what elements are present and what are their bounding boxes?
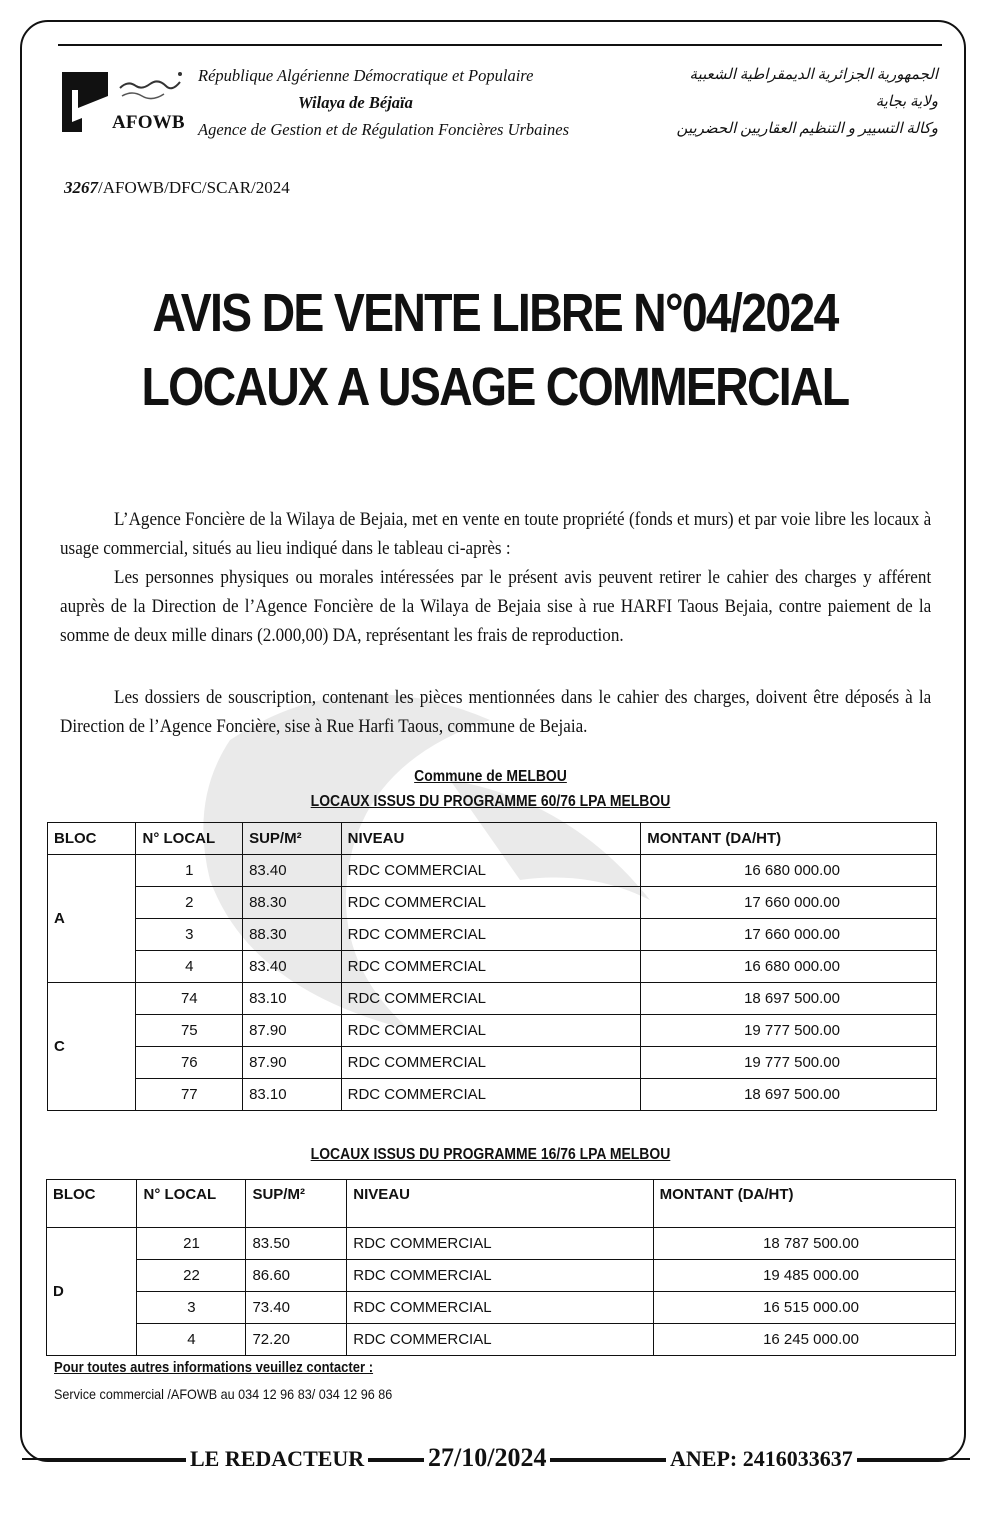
local-cell: 4 bbox=[136, 951, 243, 983]
local-cell: 77 bbox=[136, 1079, 243, 1111]
logo-text: AFOWB bbox=[112, 112, 185, 133]
local-cell: 1 bbox=[136, 855, 243, 887]
sup-cell: 83.10 bbox=[243, 1079, 342, 1111]
footer-anep: ANEP: 2416033637 bbox=[666, 1446, 857, 1472]
bloc-cell: A bbox=[48, 855, 136, 983]
niveau-cell: RDC COMMERCIAL bbox=[341, 855, 641, 887]
montant-cell: 16 680 000.00 bbox=[641, 951, 937, 983]
montant-cell: 17 660 000.00 bbox=[641, 887, 937, 919]
local-cell: 74 bbox=[136, 983, 243, 1015]
reference-handwritten-number: 3267 bbox=[64, 178, 98, 197]
niveau-cell: RDC COMMERCIAL bbox=[347, 1260, 653, 1292]
header-ar-republic: الجمهورية الجزائرية الديمقراطية الشعبية bbox=[689, 67, 938, 83]
col-local: N° LOCAL bbox=[137, 1180, 246, 1228]
sup-cell: 83.10 bbox=[243, 983, 342, 1015]
local-cell: 3 bbox=[136, 919, 243, 951]
table2-caption: LOCAUX ISSUS DU PROGRAMME 16/76 LPA MELBOU bbox=[310, 1146, 671, 1163]
niveau-cell: RDC COMMERCIAL bbox=[341, 951, 641, 983]
montant-cell: 16 680 000.00 bbox=[641, 855, 937, 887]
niveau-cell: RDC COMMERCIAL bbox=[347, 1292, 653, 1324]
niveau-cell: RDC COMMERCIAL bbox=[341, 1047, 641, 1079]
montant-cell: 19 777 500.00 bbox=[641, 1015, 937, 1047]
sup-cell: 86.60 bbox=[246, 1260, 347, 1292]
table-row bbox=[48, 887, 937, 919]
local-cell: 76 bbox=[136, 1047, 243, 1079]
sup-cell: 83.40 bbox=[243, 951, 342, 983]
montant-cell: 16 245 000.00 bbox=[653, 1324, 955, 1356]
col-local: N° LOCAL bbox=[136, 823, 243, 855]
montant-cell: 18 697 500.00 bbox=[641, 983, 937, 1015]
header-arabic bbox=[648, 62, 938, 143]
montant-cell: 19 777 500.00 bbox=[641, 1047, 937, 1079]
montant-cell: 19 485 000.00 bbox=[653, 1260, 955, 1292]
table-row bbox=[47, 1260, 956, 1292]
table-row bbox=[48, 1015, 937, 1047]
sup-cell: 88.30 bbox=[243, 919, 342, 951]
header-fr-republic: République Algérienne Démocratique et Populaire bbox=[198, 66, 534, 85]
footer-date: 27/10/2024 bbox=[424, 1443, 550, 1473]
table-row bbox=[48, 951, 937, 983]
sup-cell: 83.50 bbox=[246, 1228, 347, 1260]
col-niveau: NIVEAU bbox=[347, 1180, 653, 1228]
bloc-cell: C bbox=[48, 983, 136, 1111]
reference-number bbox=[64, 178, 290, 198]
col-sup: SUP/M² bbox=[243, 823, 342, 855]
col-niveau: NIVEAU bbox=[341, 823, 641, 855]
table-row bbox=[48, 1047, 937, 1079]
niveau-cell: RDC COMMERCIAL bbox=[347, 1228, 653, 1260]
sup-cell: 83.40 bbox=[243, 855, 342, 887]
notice-subtitle: LOCAUX A USAGE COMMERCIAL bbox=[141, 357, 849, 417]
niveau-cell: RDC COMMERCIAL bbox=[347, 1324, 653, 1356]
notice-title: AVIS DE VENTE LIBRE N°04/2024 bbox=[152, 283, 838, 343]
local-cell: 22 bbox=[137, 1260, 246, 1292]
sup-cell: 73.40 bbox=[246, 1292, 347, 1324]
montant-cell: 18 697 500.00 bbox=[641, 1079, 937, 1111]
niveau-cell: RDC COMMERCIAL bbox=[341, 1079, 641, 1111]
local-cell: 4 bbox=[137, 1324, 246, 1356]
niveau-cell: RDC COMMERCIAL bbox=[341, 983, 641, 1015]
table-row bbox=[48, 1079, 937, 1111]
col-montant: MONTANT (DA/HT) bbox=[653, 1180, 955, 1228]
niveau-cell: RDC COMMERCIAL bbox=[341, 919, 641, 951]
table-row bbox=[47, 1228, 956, 1260]
table1-caption: LOCAUX ISSUS DU PROGRAMME 60/76 LPA MELBOU bbox=[310, 793, 671, 810]
table-programme-16-76 bbox=[46, 1179, 956, 1356]
table-row bbox=[48, 919, 937, 951]
header-ar-wilaya: ولاية بجاية bbox=[875, 94, 938, 110]
footer-redacteur: LE REDACTEUR bbox=[186, 1446, 368, 1472]
col-bloc: BLOC bbox=[48, 823, 136, 855]
local-cell: 75 bbox=[136, 1015, 243, 1047]
header-ar-agency: وكالة التسيير و التنظيم العقاريين الحضريين bbox=[676, 121, 938, 137]
bloc-cell: D bbox=[47, 1228, 137, 1356]
commune-heading: Commune de MELBOU bbox=[414, 768, 567, 785]
header-fr-wilaya: Wilaya de Béjaïa bbox=[298, 93, 413, 112]
montant-cell: 16 515 000.00 bbox=[653, 1292, 955, 1324]
col-sup: SUP/M² bbox=[246, 1180, 347, 1228]
table-row bbox=[48, 855, 937, 887]
header-fr-agency: Agence de Gestion et de Régulation Foncières Urbaines bbox=[198, 120, 569, 139]
paragraph-intro: L’Agence Foncière de la Wilaya de Bejaia, met en vente en toute propriété (fonds et murs) et par voie libre les locaux à usage commercial, situés au lieu indiqué dans le tableau ci-après : bbox=[60, 509, 932, 559]
reference-code: /AFOWB/DFC/SCAR/2024 bbox=[98, 178, 290, 197]
sup-cell: 72.20 bbox=[246, 1324, 347, 1356]
table-row bbox=[47, 1292, 956, 1324]
col-bloc: BLOC bbox=[47, 1180, 137, 1228]
local-cell: 2 bbox=[136, 887, 243, 919]
paragraph-dossiers: Les dossiers de souscription, contenant les pièces mentionnées dans le cahier des charges, doivent être déposés à la Direction de l’Agence Foncière, sise à Rue Harfi Taous, commune de Bejaia. bbox=[60, 687, 932, 737]
header-french bbox=[198, 62, 668, 143]
montant-cell: 17 660 000.00 bbox=[641, 919, 937, 951]
sup-cell: 88.30 bbox=[243, 887, 342, 919]
table-programme-60-76 bbox=[47, 822, 937, 1111]
col-montant: MONTANT (DA/HT) bbox=[641, 823, 937, 855]
niveau-cell: RDC COMMERCIAL bbox=[341, 887, 641, 919]
table-header-row bbox=[47, 1180, 956, 1228]
table-row bbox=[47, 1324, 956, 1356]
table-row bbox=[48, 983, 937, 1015]
contact-phone-line: Service commercial /AFOWB au 034 12 96 83/ 034 12 96 86 bbox=[54, 1386, 393, 1402]
footer-bar bbox=[0, 1438, 990, 1482]
table-header-row bbox=[48, 823, 937, 855]
local-cell: 21 bbox=[137, 1228, 246, 1260]
montant-cell: 18 787 500.00 bbox=[653, 1228, 955, 1260]
contact-heading: Pour toutes autres informations veuillez contacter : bbox=[54, 1360, 374, 1376]
header-rule bbox=[58, 44, 942, 46]
sup-cell: 87.90 bbox=[243, 1047, 342, 1079]
sup-cell: 87.90 bbox=[243, 1015, 342, 1047]
local-cell: 3 bbox=[137, 1292, 246, 1324]
niveau-cell: RDC COMMERCIAL bbox=[341, 1015, 641, 1047]
paragraph-cahier-charges: Les personnes physiques ou morales intéressées par le présent avis peuvent retirer le cahier des charges y afférent auprès de la Direction de l’Agence Foncière de la Wilaya de Bejaia sise à rue HARFI Taous Bejaia, contre paiement de la somme de deux mille dinars (2.000,00) DA, représentant les frais de reproduction. bbox=[60, 567, 932, 646]
